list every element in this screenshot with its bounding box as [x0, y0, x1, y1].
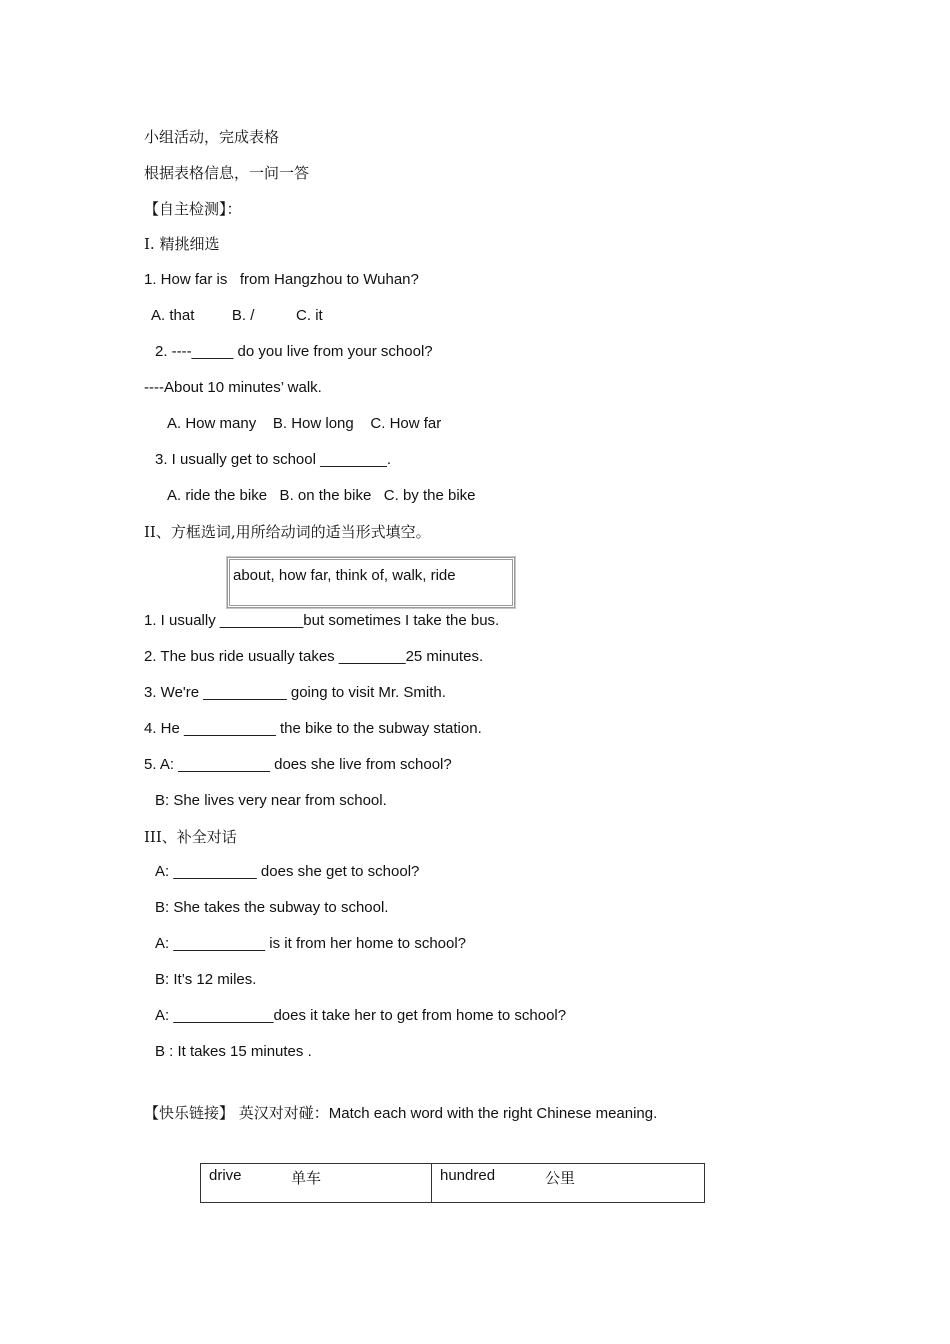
intro-line-1: 小组活动，完成表格: [144, 128, 280, 146]
question-2-options: A. How many B. How long C. How far: [167, 415, 442, 432]
fill-sentence-3: 3. We're __________ going to visit Mr. Smith.: [144, 684, 446, 701]
match-word-1: drive: [209, 1167, 242, 1184]
question-1-options: A. that B. / C. it: [151, 307, 323, 324]
word-box-words: about, how far, think of, walk, ride: [233, 567, 456, 584]
word-box: [227, 557, 515, 608]
match-cell-2: [432, 1164, 704, 1202]
dialogue-line-2: B: She takes the subway to school.: [155, 899, 389, 916]
link-instruction: Match each word with the right Chinese meaning.: [328, 1105, 658, 1122]
match-word-2: hundred: [440, 1167, 496, 1184]
match-table: [200, 1163, 705, 1203]
dialogue-line-5: A: ____________does it take her to get from home to school?: [155, 1007, 567, 1024]
dialogue-line-3: A: ___________ is it from her home to school?: [155, 935, 467, 952]
self-test-heading: 【自主检测】：: [144, 200, 242, 218]
part1-heading: [144, 234, 219, 255]
link-section: [144, 1103, 657, 1124]
question-2-answer: ----About 10 minutes’ walk.: [144, 379, 322, 396]
part1-heading-text: I. 精挑细选: [144, 235, 220, 253]
fill-sentence-4: 4. He ___________ the bike to the subway station.: [144, 720, 482, 737]
fill-sentence-1: 1. I usually __________but sometimes I take the bus.: [144, 612, 500, 629]
match-meaning-1: 单车: [291, 1169, 322, 1187]
question-2: 2. ----_____ do you live from your school?: [155, 343, 433, 360]
question-3: 3. I usually get to school ________.: [155, 451, 392, 468]
fill-sentence-5b: B: She lives very near from school.: [155, 792, 387, 809]
dialogue-line-6: B : It takes 15 minutes .: [155, 1043, 312, 1060]
match-meaning-2: 公里: [545, 1169, 576, 1187]
dialogue-line-4: B: It’s 12 miles.: [155, 971, 257, 988]
match-cell-1: [201, 1164, 432, 1202]
dialogue-line-1: A: __________ does she get to school?: [155, 863, 420, 880]
fill-sentence-2: 2. The bus ride usually takes ________25 minutes.: [144, 648, 484, 665]
question-3-options: A. ride the bike B. on the bike C. by the bike: [167, 487, 476, 504]
part3-heading: III、补全对话: [144, 828, 237, 846]
intro-line-2: 根据表格信息，一问一答: [144, 164, 310, 182]
question-1: 1. How far is from Hangzhou to Wuhan?: [144, 271, 419, 288]
link-heading: 【快乐链接】 英汉对对碰：: [144, 1104, 329, 1122]
fill-sentence-5a: 5. A: ___________ does she live from school?: [144, 756, 452, 773]
part2-heading: II、方框选词,用所给动词的适当形式填空。: [144, 523, 431, 541]
